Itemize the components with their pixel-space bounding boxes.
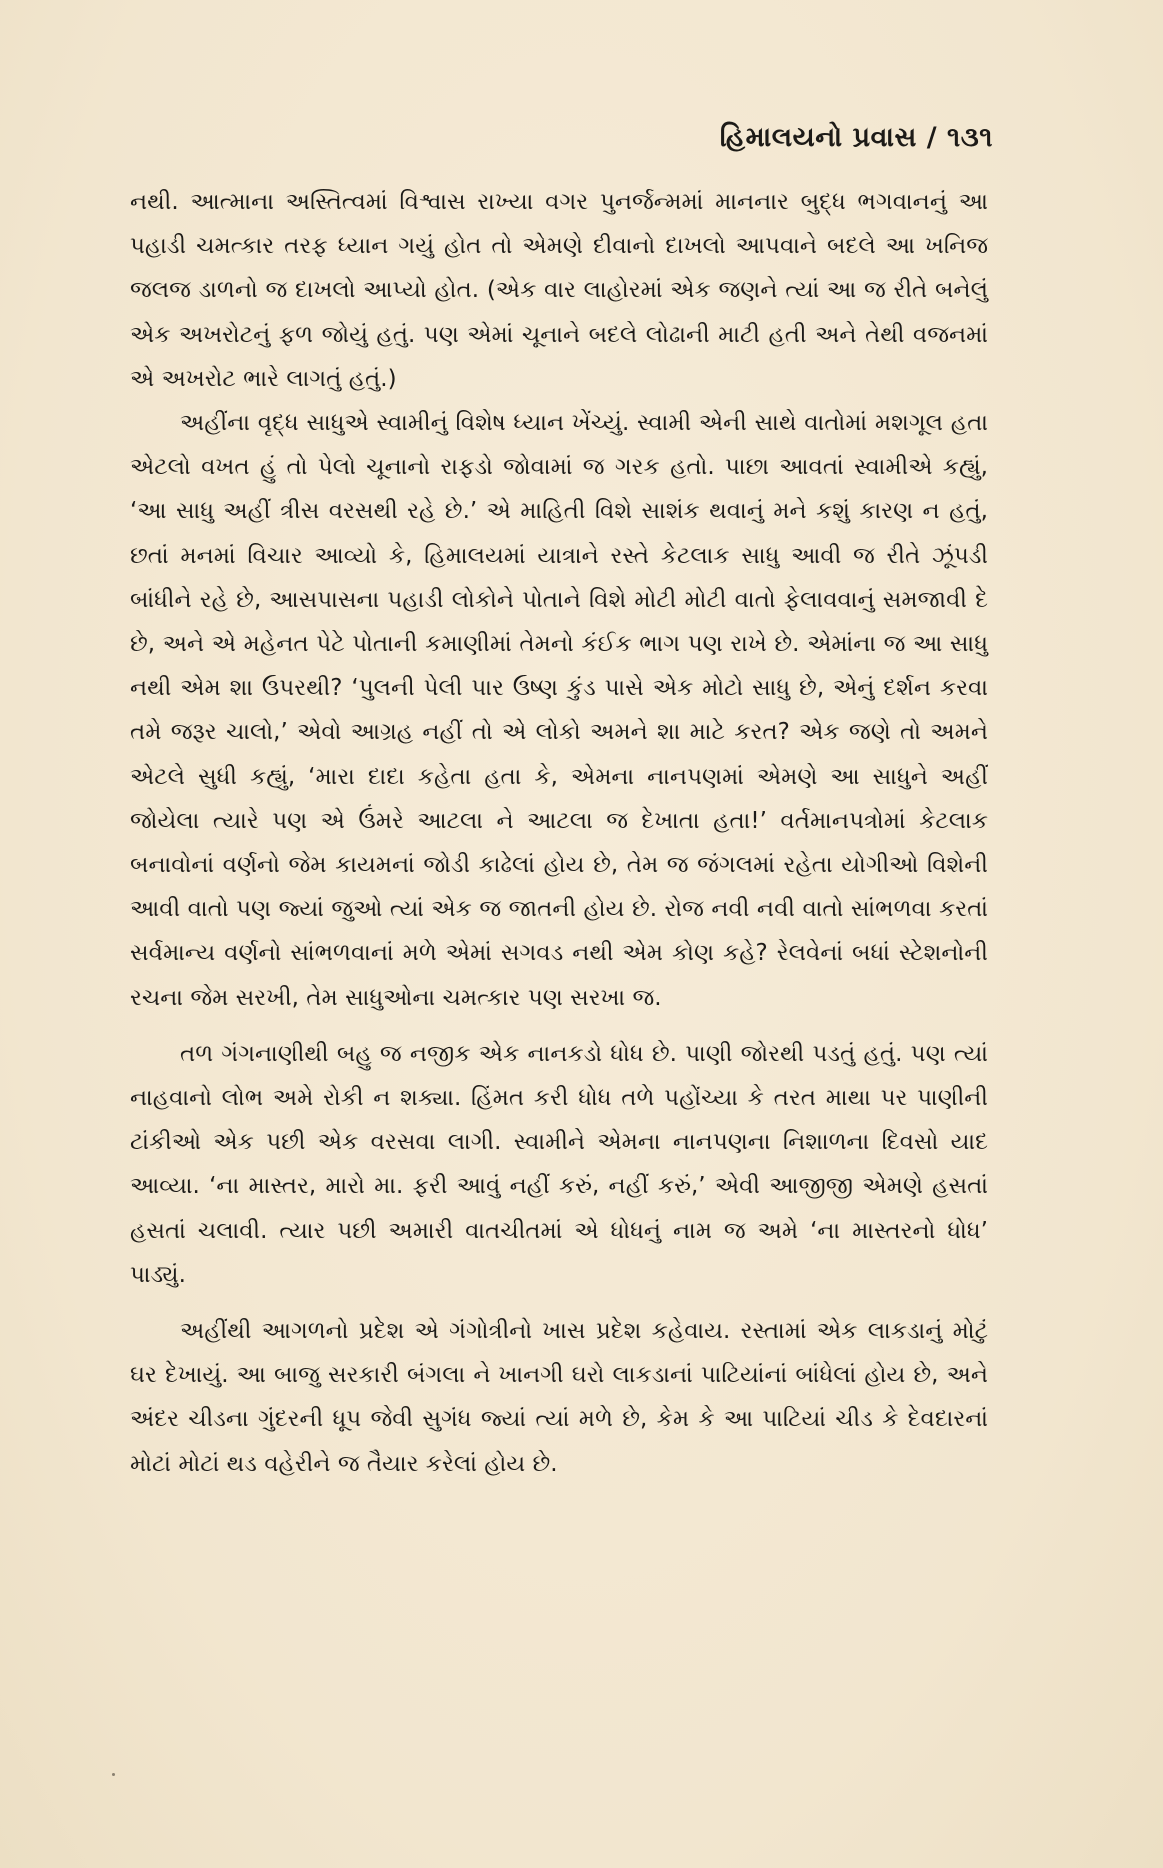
paragraph-2: અહીંના વૃદ્ધ સાધુએ સ્વામીનું વિશેષ ધ્યાન ખેંચ્યું. સ્વામી એની સાથે વાતોમાં મશગૂલ હતા એટલો વખત હું તો પેલો ચૂનાનો રાફડો જોવામાં જ ગરક હતો. પાછા આવતાં સ્વામીએ કહ્યું, ‘આ સાધુ અહીં ત્રીસ વરસથી રહે છે.’ એ માહિતી વિશે સાશંક થવાનું મને કશું કારણ ન હતું, છતાં મનમાં વિચાર આવ્યો કે, હિમાલયમાં યાત્રાને રસ્તે કેટલાક સાધુ આવી જ રીતે ઝૂંપડી બાંધીને રહે છે, આસપાસના પહાડી લોકોને પોતાને વિશે મોટી મોટી વાતો ફેલાવવાનું સમજાવી દે છે, અને એ મહેનત પેટે પોતાની કમાણીમાં તેમનો કંઈક ભાગ પણ રાખે છે. એમાંના જ આ સાધુ નથી એમ શા ઉપરથી? ‘પુલની પેલી પાર ઉષ્ણ કુંડ પાસે એક મોટો સાધુ છે, એનું દર્શન કરવા તમે જરૂર ચાલો,’ એવો આગ્રહ નહીં તો એ લોકો અમને શા માટે કરત? એક જણે તો અમને એટલે સુધી કહ્યું, ‘મારા દાદા કહેતા હતા કે, એમના નાનપણમાં એમણે આ સાધુને અહીં જોયેલા ત્યારે પણ એ ઉંમરે આટલા ને આટલા જ દેખાતા હતા!’ વર્તમાનપત્રોમાં કેટલાક બનાવોનાં વર્ણનો જેમ કાયમનાં જોડી કાઢેલાં હોય છે, તેમ જ જંગલમાં રહેતા યોગીઓ વિશેની આવી વાતો પણ જ્યાં જુઓ ત્યાં એક જ જાતની હોય છે. રોજ નવી નવી વાતો સાંભળવા કરતાં સર્વમાન્ય વર્ણનો સાંભળવાનાં મળે એમાં સગવડ નથી એમ કોણ કહે? રેલવેનાં બધાં સ્ટેશનોની રચના જેમ સરખી, તેમ સાધુઓના ચમત્કાર પણ સરખા જ. [130,410,988,1011]
page-body [130,180,988,1486]
paragraph-3: તળ ગંગનાણીથી બહુ જ નજીક એક નાનકડો ધોધ છે. પાણી જોરથી પડતું હતું. પણ ત્યાં નાહવાનો લોભ અમે રોકી ન શક્યા. હિંમત કરી ધોધ તળે પહોંચ્યા કે તરત માથા પર પાણીની ટાંકીઓ એક પછી એક વરસવા લાગી. સ્વામીને એમના નાનપણના નિશાળના દિવસો યાદ આવ્યા. ‘ના માસ્તર, મારો મા. ફરી આવું નહીં કરું, નહીં કરું,’ એવી આજીજી એમણે હસતાં હસતાં ચલાવી. ત્યાર પછી અમારી વાતચીતમાં એ ધોધનું નામ જ અમે ‘ના માસ્તરનો ધોધ’ પાડ્યું. [130,1040,988,1288]
paper-speck [112,1773,115,1776]
running-head: હિમાલયનો પ્રવાસ / ૧૩૧ [719,122,993,153]
paragraph-4: અહીંથી આગળનો પ્રદેશ એ ગંગોત્રીનો ખાસ પ્રદેશ કહેવાય. રસ્તામાં એક લાકડાનું મોટું ઘર દેખાયું. આ બાજુ સરકારી બંગલા ને ખાનગી ઘરો લાકડાનાં પાટિયાંનાં બાંધેલાં હોય છે, અને અંદર ચીડના ગુંદરની ધૂપ જેવી સુગંધ જ્યાં ત્યાં મળે છે, કેમ કે આ પાટિયાં ચીડ કે દેવદારનાં મોટાં મોટાં થડ વહેરીને જ તૈયાર કરેલાં હોય છે. [130,1318,988,1477]
paragraph-1: નથી. આત્માના અસ્તિત્વમાં વિશ્વાસ રાખ્યા વગર પુનર્જન્મમાં માનનાર બુદ્ધ ભગવાનનું આ પહાડી ચમત્કાર તરફ ધ્યાન ગયું હોત તો એમણે દીવાનો દાખલો આપવાને બદલે આ ખનિજ જલજ ડાળનો જ દાખલો આપ્યો હોત. (એક વાર લાહોરમાં એક જણને ત્યાં આ જ રીતે બનેલું એક અખરોટનું ફળ જોયું હતું. પણ એમાં ચૂનાને બદલે લોઢાની માટી હતી અને તેથી વજનમાં એ અખરોટ ભારે લાગતું હતું.) [130,189,988,392]
